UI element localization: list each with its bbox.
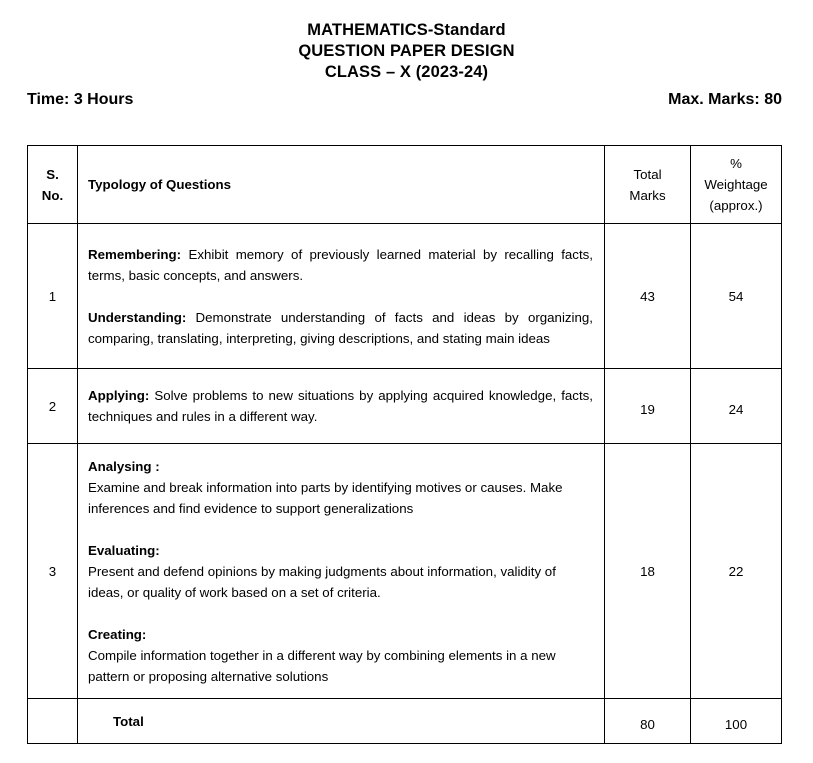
table-row <box>28 444 782 699</box>
serial-header-line2: No. <box>41 187 64 203</box>
title-line-subject: MATHEMATICS-Standard <box>307 21 506 39</box>
typology-block <box>88 540 593 603</box>
weightage-header-line2: Weightage <box>704 177 768 192</box>
total-row-weightage: 100 <box>691 699 782 744</box>
table-row <box>28 369 782 444</box>
typology-block-text: Present and defend opinions by making judgments about information, validity of ideas, or quality of work based on a set of criteria. <box>88 563 556 600</box>
row-serial-number: 3 <box>28 444 78 699</box>
typology-block-text: Solve problems to new situations by applying acquired knowledge, facts, techniques and rules in a different way. <box>88 388 593 424</box>
typology-block-lead: Applying: <box>88 388 150 403</box>
exam-max-marks: Max. Marks: 80 <box>668 91 782 108</box>
row-total-marks: 43 <box>605 224 691 369</box>
column-header-typology: Typology of Questions <box>78 146 605 224</box>
typology-block-text: Compile information together in a different way by combining elements in a new pattern or proposing alternative solutions <box>88 647 556 684</box>
typology-block-lead: Creating: <box>88 626 147 642</box>
table-total-row <box>28 699 782 744</box>
weightage-header-line1: % <box>730 156 742 171</box>
row-serial-number: 2 <box>28 369 78 444</box>
exam-meta-line <box>0 83 813 109</box>
typology-block-text: Demonstrate understanding of facts and ideas by organizing, comparing, translating, interpreting, giving descriptions, and stating main ideas <box>88 309 593 346</box>
question-paper-design-table <box>27 145 782 744</box>
typology-block-text: Exhibit memory of previously learned material by recalling facts, terms, basic concepts, and answers. <box>88 246 593 283</box>
table-header-row <box>28 146 782 224</box>
row-total-marks: 18 <box>605 444 691 699</box>
total-row-total-marks: 80 <box>605 699 691 744</box>
total-marks-header-line1: Total <box>633 166 662 182</box>
row-total-marks: 19 <box>605 369 691 444</box>
table-row <box>28 224 782 369</box>
weightage-header-line3: (approx.) <box>709 198 763 213</box>
page-title <box>0 0 813 83</box>
typology-block-lead: Evaluating: <box>88 542 160 558</box>
typology-block-lead: Remembering: <box>88 246 182 262</box>
typology-block-lead: Analysing : <box>88 458 160 474</box>
title-line-class: CLASS – X (2023-24) <box>324 63 489 81</box>
row-serial-number: 1 <box>28 224 78 369</box>
typology-block <box>88 307 593 349</box>
row-typology-content <box>78 369 605 444</box>
row-weightage: 22 <box>691 444 782 699</box>
typology-block <box>88 624 593 687</box>
title-line-design: QUESTION PAPER DESIGN <box>298 42 515 60</box>
typology-block <box>88 244 593 286</box>
question-paper-design-table-wrapper <box>27 145 781 744</box>
column-header-serial-number <box>28 146 78 224</box>
typology-block <box>88 385 593 427</box>
typology-block-text: Examine and break information into parts by identifying motives or causes. Make inferences and find evidence to support generalizations <box>88 479 563 516</box>
row-weightage: 24 <box>691 369 782 444</box>
total-row-serial-number <box>28 699 78 744</box>
row-weightage: 54 <box>691 224 782 369</box>
row-typology-content <box>78 224 605 369</box>
total-marks-header-line2: Marks <box>629 187 666 203</box>
column-header-weightage <box>691 146 782 224</box>
total-row-label: Total <box>78 699 605 744</box>
typology-block <box>88 456 593 519</box>
serial-header-line1: S. <box>46 166 59 182</box>
typology-block-lead: Understanding: <box>88 309 187 325</box>
row-typology-content <box>78 444 605 699</box>
exam-duration: Time: 3 Hours <box>27 91 134 108</box>
column-header-total-marks <box>605 146 691 224</box>
